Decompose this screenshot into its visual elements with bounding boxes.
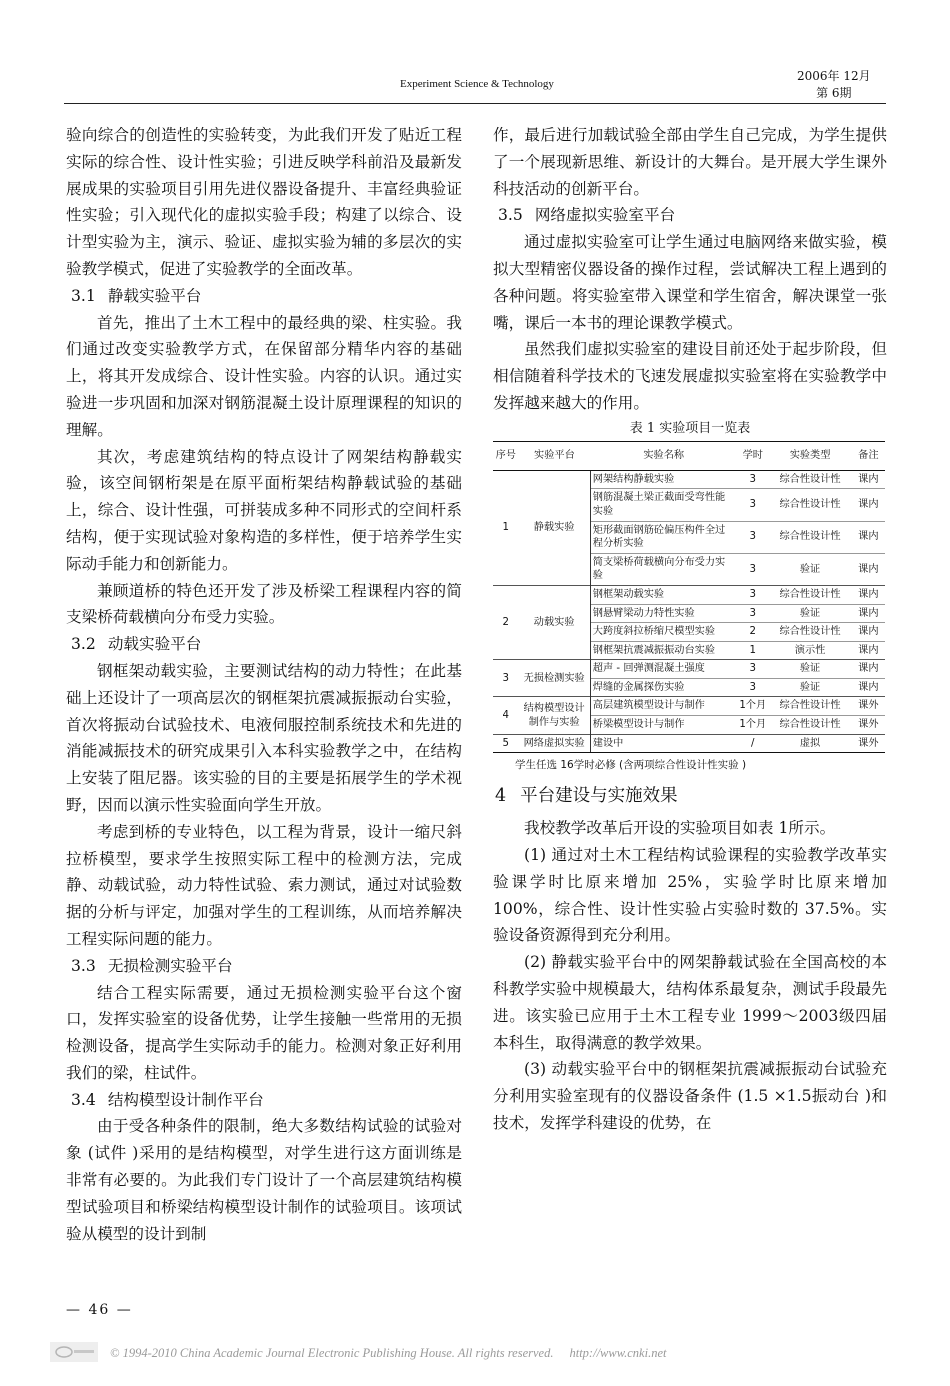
cell-hours: 3 [737,521,768,553]
right-column [493,122,887,1137]
col-header-name: 实验名称 [590,441,737,470]
cell-remark: 课内 [852,489,885,521]
cell-experiment-name: 钢悬臂梁动力特性实验 [590,604,737,623]
cell-hours: / [737,734,768,753]
cell-hours: 3 [737,660,768,679]
table-row [493,470,885,489]
cell-remark: 课内 [852,678,885,697]
paragraph: 虽然我们虚拟实验室的建设目前还处于起步阶段，但相信随着科学技术的飞速发展虚拟实验室将在实验教学中发挥越来越大的作用。 [493,340,887,412]
cell-remark: 课外 [852,734,885,753]
paragraph: 通过虚拟实验室可让学生通过电脑网络来做实验，模拟大型精密仪器设备的操作过程，尝试解决工程上遇到的各种问题。将实验室带入课堂和学生宿舍，解决课堂一张嘴，课后一本书的理论课教学模式。 [493,233,887,332]
paragraph: 其次，考虑建筑结构的特点设计了网架结构静载实验，该空间钢桁架是在原平面桁架结构静载试验的基础上，综合、设计性强，可拼装成多种不同形式的空间杆系结构，便于实现试验对象构造的多样性，便于培养学生实际动手能力和创新能力。 [66,447,462,573]
cell-hours: 1个月 [737,697,768,716]
cell-type: 演示性 [768,641,851,660]
issue-year-month: 2006年 12月 [797,69,871,83]
cell-type: 综合性设计性 [768,697,851,716]
cell-hours: 3 [737,585,768,604]
cell-experiment-name: 大跨度斜拉桥缩尺模型实验 [590,623,737,642]
section-3-4-heading: 3.4 结构模型设计制作平台 [71,1090,264,1109]
cell-remark: 课内 [852,521,885,553]
section-3-1-heading: 3.1 静载实验平台 [71,286,202,305]
experiment-table [493,441,885,754]
paragraph: (2) 静载实验平台中的网架静载试验在全国高校的本科教学实验中规模最大，结构体系最复杂，测试手段最先进。该实验已应用于土木工程专业 1999～2003级四届本科生，取得满意的教学效果。 [493,953,887,1052]
copyright-line [110,1346,666,1361]
cell-type: 综合性设计性 [768,623,851,642]
cell-experiment-name: 建设中 [590,734,737,753]
issue-date [797,68,871,102]
table-row [493,585,885,604]
cell-hours: 3 [737,604,768,623]
cell-experiment-name: 钢框架抗震减振振动台实验 [590,641,737,660]
cell-remark: 课外 [852,716,885,735]
cell-remark: 课外 [852,697,885,716]
cell-type: 验证 [768,678,851,697]
publisher-logo-icon [50,1342,98,1362]
cell-type: 验证 [768,553,851,585]
cell-hours: 3 [737,489,768,521]
cell-hours: 3 [737,553,768,585]
cell-type: 综合性设计性 [779,473,841,485]
cell-group-number: 1 [502,522,510,534]
cell-type: 综合性设计性 [768,521,851,553]
cell-hours: 1 [737,641,768,660]
paragraph: 钢框架动载实验，主要测试结构的动力特性；在此基础上还设计了一项高层次的钢框架抗震减振振动台实验，首次将振动台试验技术、电液伺服控制系统技术和先进的消能减振技术的研究成果引入本科实验教学之中，在结构上安装了阻尼器。该实验的目的主要是拓展学生的学术视野，因而以演示性实验面向学生开放。 [66,661,462,814]
cell-platform: 结构模型设计制作与实验 [519,697,591,734]
cell-group-number: 4 [493,697,519,734]
cell-experiment-name: 超声 - 回弹测混凝土强度 [590,660,737,679]
cell-experiment-name: 矩形截面钢筋砼偏压构件全过程分析实验 [590,521,737,553]
cell-experiment-name: 钢筋混凝土梁正截面受弯性能实验 [590,489,737,521]
cell-remark: 课内 [852,604,885,623]
table-row [493,697,885,716]
section-3-2-heading: 3.2 动载实验平台 [71,635,202,654]
paragraph: 兼顾道桥的特色还开发了涉及桥梁工程课程内容的简支梁桥荷载横向分布受力实验。 [66,581,462,627]
cell-hours: 2 [737,623,768,642]
col-header-type: 实验类型 [768,441,851,470]
left-column [66,122,462,1247]
page-number: — 46 — [66,1302,133,1318]
cell-experiment-name: 焊缝的金属探伤实验 [590,678,737,697]
cell-type: 验证 [768,604,851,623]
cell-experiment-name: 高层建筑模型设计与制作 [590,697,737,716]
header-rule [64,103,886,104]
table-note: 学生任选 16学时必修 (含两项综合性设计性实验 ) [515,759,747,772]
paragraph: (1) 通过对土木工程结构试验课程的实验教学改革实验课学时比原来增加 25%，实验学时比原来增加 100%，综合性、设计性实验占实验时数的 37.5%。实验设备资源得到充分利用。 [493,846,887,945]
cell-platform: 网络虚拟实验 [519,734,591,753]
col-header-remark: 备注 [852,441,885,470]
cell-type: 综合性设计性 [768,489,851,521]
cell-remark: 课内 [852,623,885,642]
cell-hours: 3 [737,678,768,697]
journal-title: Experiment Science & Technology [400,78,554,90]
cell-platform: 静载实验 [519,470,591,585]
cell-remark: 课内 [852,553,885,585]
cell-experiment-name: 网架结构静载实验 [590,470,737,489]
cell-group-number: 2 [493,585,519,659]
cell-remark: 课内 [852,585,885,604]
cell-type: 验证 [768,660,851,679]
paragraph: (3) 动载实验平台中的钢框架抗震减振振动台试验充分利用实验室现有的仪器设备条件 (1.5 ×1.5振动台 )和技术，发挥学科建设的优势，在 [493,1060,887,1133]
cell-remark: 课内 [852,641,885,660]
cell-hours: 3 [749,473,756,485]
section-4-heading: 4 平台建设与实施效果 [495,786,678,807]
intro-paragraph: 验向综合的创造性的实验转变，为此我们开发了贴近工程实际的综合性、设计性实验；引进反映学科前沿及最新发展成果的实验项目引用先进仪器设备提升、丰富经典验证性实验；引入现代化的虚拟实验手段；构建了以综合、设计型实验为主，演示、验证、虚拟实验为辅的多层次的实验教学模式，促进了实验教学的全面改革。 [66,126,462,278]
cell-experiment-name: 桥梁模型设计与制作 [590,716,737,735]
paragraph: 由于受各种条件的限制，绝大多数结构试验的试验对象 (试件 )采用的是结构模型，对学生进行这方面训练是非常有必要的。为此我们专门设计了一个高层建筑结构模型试验项目和桥梁结构模型设计制作的试验项目。该项试验从模型的设计到制 [66,1117,462,1243]
col-header-platform: 实验平台 [519,441,591,470]
cell-remark: 课内 [858,473,879,485]
paragraph: 首先，推出了土木工程中的最经典的梁、柱实验。我们通过改变实验教学方式，在保留部分精华内容的基础上，将其开发成综合、设计性实验。内容的认识。通过实验进一步巩固和加深对钢筋混凝土设计原理课程的知识的理解。 [66,313,462,439]
cell-type: 综合性设计性 [768,585,851,604]
table-row [493,734,885,753]
section-3-3-heading: 3.3 无损检测实验平台 [71,956,233,975]
col-header-no: 序号 [493,441,519,470]
paragraph: 考虑到桥的专业特色，以工程为背景，设计一缩尺斜拉桥模型，要求学生按照实际工程中的检测方法，完成静、动载试验，动力特性试验、索力测试，通过对试验数据的分析与评定，加强对学生的工程训练，从而培养解决工程实际问题的能力。 [66,822,462,948]
cell-group-number: 5 [493,734,519,753]
paragraph: 我校教学改革后开设的实验项目如表 1所示。 [524,819,836,838]
paragraph: 结合工程实际需要，通过无损检测实验平台这个窗口，发挥实验室的设备优势，让学生接触一些常用的无损检测设备，提高学生实际动手的能力。检测对象正好利用我们的梁，柱试件。 [66,983,462,1082]
cell-experiment-name: 钢框架动载实验 [590,585,737,604]
cell-platform: 动载实验 [519,585,591,659]
table-body [493,470,885,753]
paragraph: 作，最后进行加载试验全部由学生自己完成，为学生提供了一个展现新思维、新设计的大舞台。是开展大学生课外科技活动的创新平台。 [493,126,887,198]
cell-remark: 课内 [852,660,885,679]
cell-type: 综合性设计性 [768,716,851,735]
cell-type: 虚拟 [768,734,851,753]
col-header-hours: 学时 [737,441,768,470]
table-header-row [493,441,885,470]
cell-hours: 1个月 [737,716,768,735]
issue-number: 第 6期 [816,86,852,100]
cell-group-number: 3 [493,660,519,697]
copyright-text: © 1994-2010 China Academic Journal Electronic Publishing House. All rights reserved. [110,1346,554,1360]
cell-experiment-name: 简支梁桥荷载横向分布受力实验 [590,553,737,585]
section-3-5-heading: 3.5 网络虚拟实验室平台 [498,206,676,225]
table-row [493,660,885,679]
cell-platform: 无损检测实验 [519,660,591,697]
cnki-url[interactable]: http://www.cnki.net [569,1346,667,1360]
table-caption: 表 1 实验项目一览表 [629,420,751,436]
